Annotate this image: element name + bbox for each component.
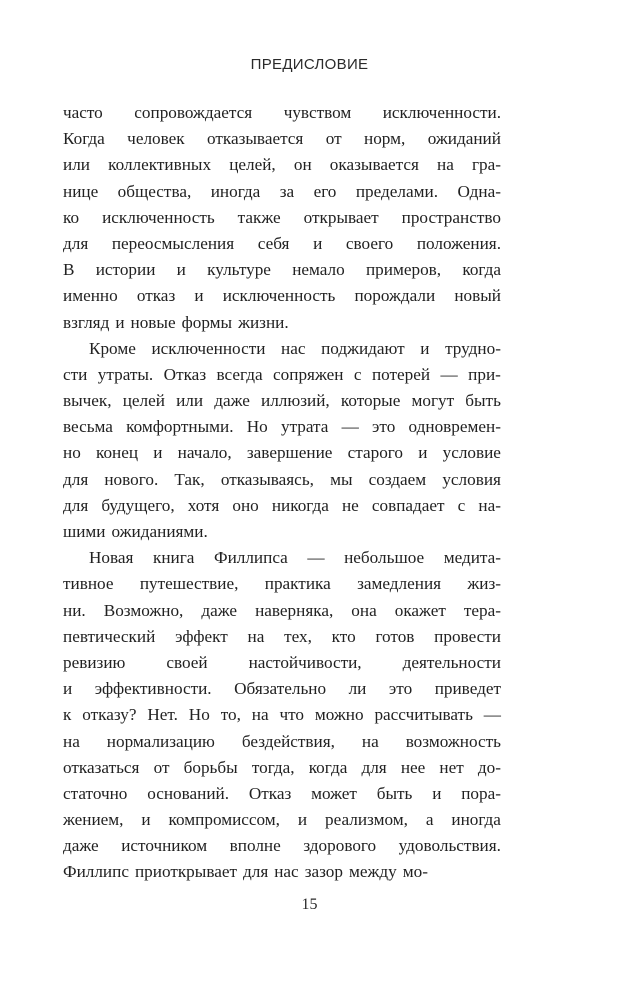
text-line: для нового. Так, отказываясь, мы создаем условия [63, 469, 501, 489]
text-line: именно отказ и исключенность порождали новый [63, 286, 501, 306]
text-line: Новая книга Филлипса — небольшое медита- [89, 548, 501, 568]
text-line: статочно оснований. Отказ может быть и пора- [63, 783, 501, 803]
text-line: ко исключенность также открывает пространство [63, 207, 501, 227]
text-line: на нормализацию бездействия, на возможность [63, 731, 501, 751]
text-line: тивное путешествие, практика замедления жиз- [63, 574, 501, 594]
text-line: к отказу? Нет. Но то, на что можно рассчитывать — [63, 705, 501, 725]
text-line: ни. Возможно, даже наверняка, она окажет тера- [63, 600, 501, 620]
text-line: ревизию своей настойчивости, деятельности [63, 652, 501, 672]
text-line: певтический эффект на тех, кто готов провести [63, 626, 501, 646]
text-line: Кроме исключенности нас поджидают и трудно- [89, 338, 501, 358]
text-line: шими ожиданиями. [63, 522, 208, 541]
text-line: для будущего, хотя оно никогда не совпадает с на- [63, 495, 501, 515]
text-line: даже источником вполне здорового удовольствия. [63, 836, 501, 856]
page-number: 15 [301, 896, 318, 913]
text-line: но конец и начало, завершение старого и условие [63, 443, 501, 463]
text-line: часто сопровождается чувством исключенности. [63, 103, 501, 122]
text-line: вычек, целей или даже иллюзий, которые могут быть [63, 391, 501, 411]
text-line: взгляд и новые формы жизни. [63, 312, 289, 332]
text-line: жением, и компромиссом, и реализмом, а иногда [63, 810, 501, 830]
text-line: Филлипс приоткрывает для нас зазор между мо- [63, 862, 428, 882]
text-line: В истории и культуре немало примеров, когда [63, 260, 501, 280]
text-line: для переосмысления себя и своего положения. [63, 233, 501, 253]
running-head: ПРЕДИСЛОВИЕ [250, 56, 369, 73]
body-text [63, 100, 501, 886]
text-line: нице общества, иногда за его пределами. Одна- [63, 181, 501, 201]
text-line: Когда человек отказывается от норм, ожиданий [63, 129, 501, 149]
text-line: отказаться от борьбы тогда, когда для нее нет до- [63, 757, 501, 777]
text-line: сти утраты. Отказ всегда сопряжен с потерей — при- [63, 364, 501, 384]
text-line: и эффективности. Обязательно ли это приведет [63, 679, 501, 699]
text-line: или коллективных целей, он оказывается на гра- [63, 155, 501, 175]
text-line: весьма комфортными. Но утрата — это одновремен- [63, 417, 501, 437]
